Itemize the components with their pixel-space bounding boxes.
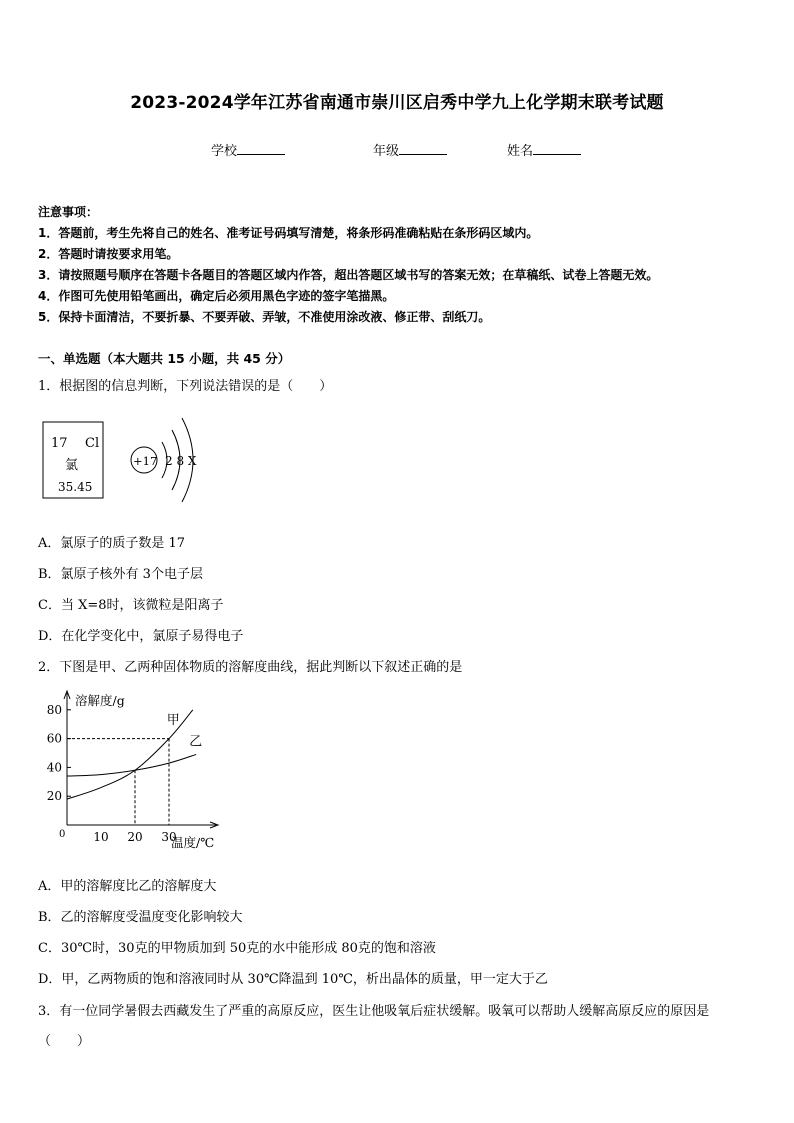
question-2-option-d: D．甲，乙两物质的饱和溶液同时从 30℃降温到 10℃，析出晶体的质量，甲一定大于乙 [38,972,548,987]
grade-field [373,140,447,159]
y-tick-label: 40 [46,760,62,775]
section-heading: 一、单选题（本大题共 15 小题，共 45 分） [38,351,291,366]
notice-heading: 注意事项： [38,205,99,219]
x-tick-label: 10 [93,830,109,844]
atomic-number: 17 [51,436,68,451]
school-label: 学校 [211,144,238,159]
chlorine-figure [38,412,208,508]
chart-axes [64,691,218,828]
element-name: 氯 [65,458,79,473]
notice-item: 3．请按照题号顺序在答题卡各题目的答题区域内作答，超出答题区域书写的答案无效；在草稿纸、试卷上答题无效。 [38,268,659,282]
page-title: 2023-2024学年江苏省南通市崇川区启秀中学九上化学期末联考试题 [130,93,664,113]
x-tick-label: 30 [161,830,177,844]
question-2-stem: 2．下图是甲、乙两种固体物质的溶解度曲线，据此判断以下叙述正确的是 [38,660,463,675]
series-label-yi: 乙 [189,734,203,750]
name-blank [533,142,581,155]
question-1-option-b: B．氯原子核外有 3个电子层 [38,567,203,582]
notice-item: 5．保持卡面清洁，不要折暴、不要弄破、弄皱，不准使用涂改液、修正带、刮纸刀。 [38,310,491,324]
question-1-option-c: C．当 X=8时，该微粒是阳离子 [38,598,224,613]
atomic-mass: 35.45 [58,480,93,494]
school-field [211,140,285,159]
question-1-stem: 1．根据图的信息判断，下列说法错误的是（ ） [38,379,333,394]
grade-blank [399,142,447,155]
chart-guides [67,739,169,825]
notice-item: 2．答题时请按要求用笔。 [38,247,179,261]
question-3-stem: 3．有一位同学暑假去西藏发生了严重的高原反应，医生让他吸氧后症状缓解。吸氧可以帮助人缓解高原反应的原因是 [38,1004,710,1019]
grade-label: 年级 [373,144,400,159]
question-1-option-a: A．氯原子的质子数是 17 [38,536,186,551]
x-axis-label: 温度/℃ [171,835,215,850]
series-label-jia: 甲 [166,712,180,728]
notice-item: 1．答题前，考生先将自己的姓名、准考证号码填写清楚，将条形码准确粘贴在条形码区域内。 [38,226,539,240]
notice-item: 4．作图可先使用铅笔画出，确定后必须用黑色字迹的签字笔描黑。 [38,289,395,303]
y-axis-label: 溶解度/g [75,693,125,708]
shell-electrons: 2 8 X [165,454,197,468]
y-tick-label: 60 [46,731,62,746]
name-label: 姓名 [507,144,534,159]
question-1-option-d: D．在化学变化中，氯原子易得电子 [38,629,244,644]
x-tick-label: 20 [127,830,143,844]
question-2-option-a: A．甲的溶解度比乙的溶解度大 [38,879,217,894]
nuclear-charge: +17 [133,454,158,468]
origin-label: 0 [59,829,66,840]
school-blank [237,142,285,155]
name-field [507,140,581,159]
y-tick-label: 80 [46,702,62,717]
y-tick-label: 20 [46,789,62,804]
question-2-option-c: C．30℃时，30克的甲物质加到 50克的水中能形成 80克的饱和溶液 [38,941,436,956]
question-3-paren: （ ） [38,1034,91,1049]
question-2-option-b: B．乙的溶解度受温度变化影响较大 [38,910,243,925]
solubility-chart [30,685,230,855]
element-symbol: Cl [85,436,100,451]
